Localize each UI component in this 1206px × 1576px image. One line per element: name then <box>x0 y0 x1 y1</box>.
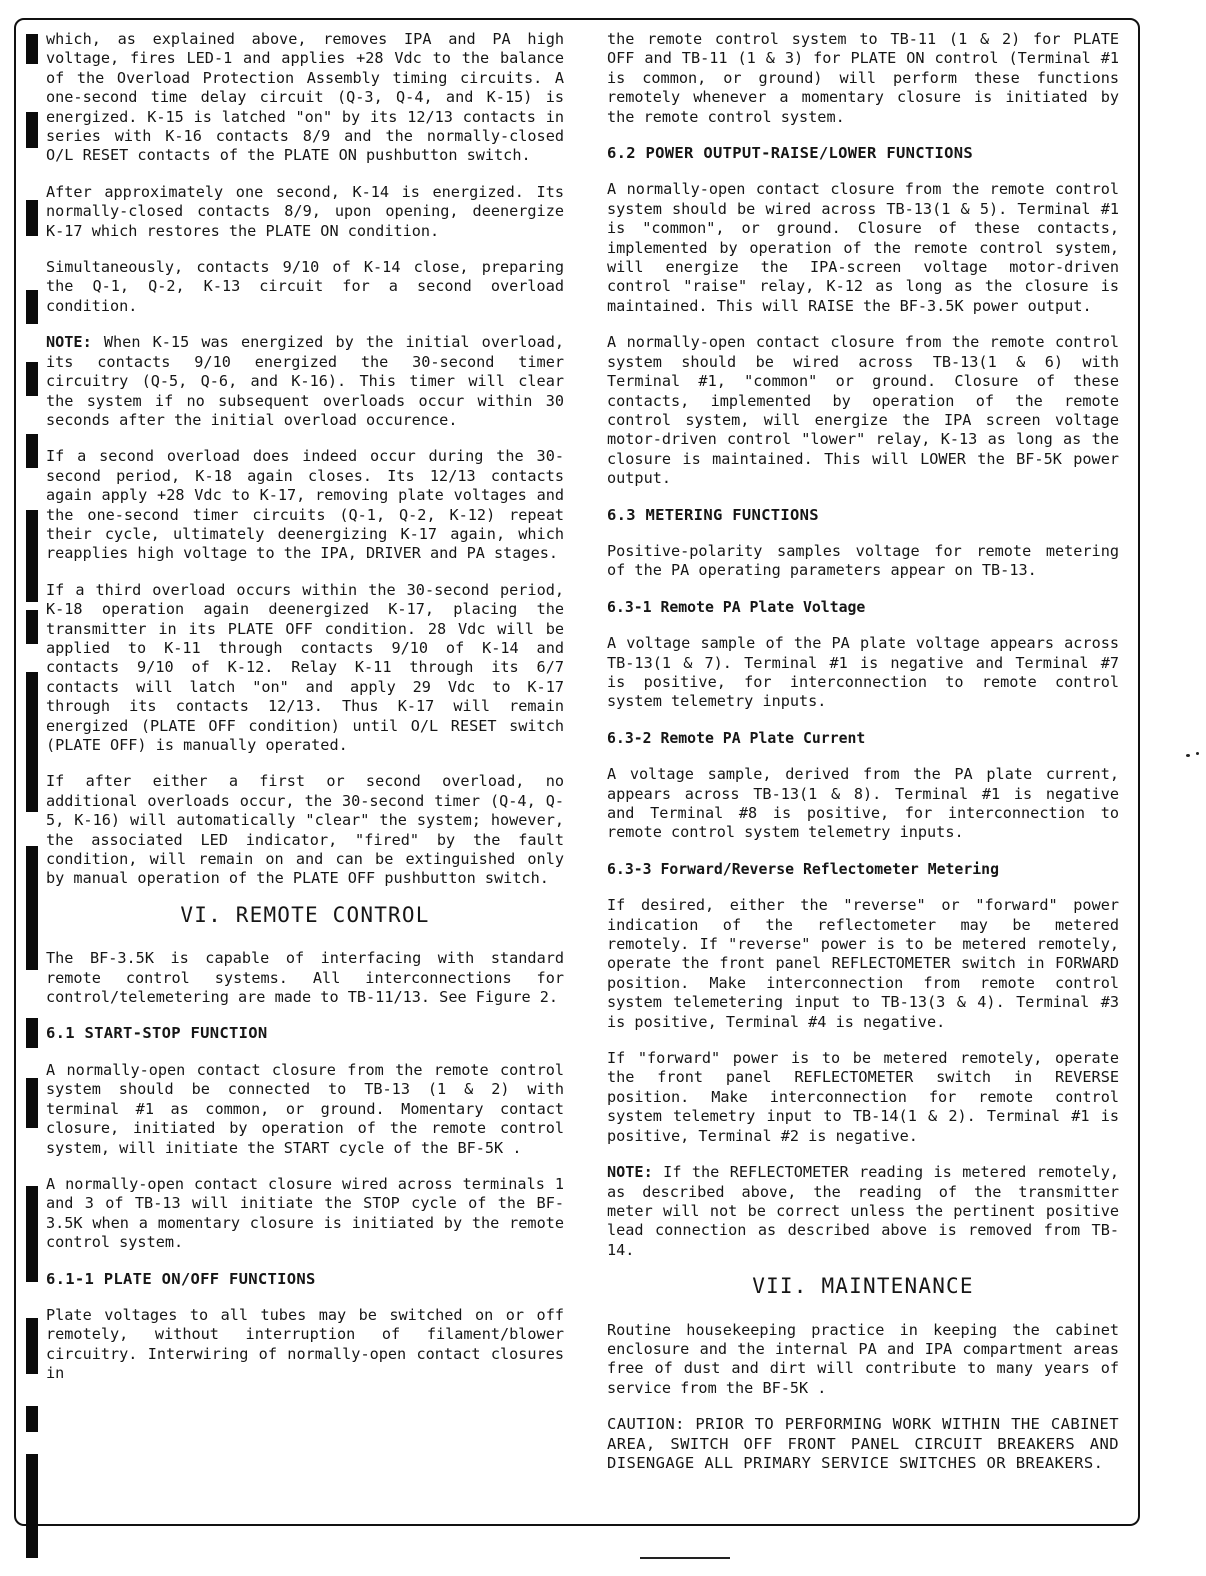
paragraph: If desired, either the "reverse" or "forward" power indication of the reflectometer may be metered remotely. If "reverse" power is to be metered remotely, operate the front panel REFLECTOMETER switch in FORWARD position. Make interconnection from remote control system telemetering input to TB-13(3 & 4). Terminal #3 is positive, Terminal #4 is negative. <box>607 896 1119 1031</box>
heading-plate-current: 6.3-2 Remote PA Plate Current <box>607 729 866 747</box>
note-paragraph <box>46 333 564 430</box>
paragraph: the remote control system to TB-11 (1 & 2) for PLATE OFF and TB-11 (1 & 3) for PLATE ON control (Terminal #1 is common, or ground) will perform these functions remotely whenever a momentary closure is initiated by the remote control system. <box>607 30 1119 126</box>
section-title-remote-control: VI. REMOTE CONTROL <box>180 902 430 927</box>
paragraph: A voltage sample, derived from the PA plate current, appears across TB-13(1 & 8). Terminal #1 is negative and Terminal #8 is positive, for interconnection to remote control system telemetry inputs. <box>607 765 1119 842</box>
note-paragraph <box>607 1163 1119 1260</box>
heading-plate-on-off: 6.1-1 PLATE ON/OFF FUNCTIONS <box>46 1269 316 1288</box>
paragraph: If "forward" power is to be metered remotely, operate the front panel REFLECTOMETER switch in REVERSE position. Make interconnection for remote control system telemetry input to TB-14(1 & 2). Terminal #1 is positive, Terminal #2 is negative. <box>607 1049 1119 1145</box>
revision-bar <box>26 846 38 970</box>
note-text: When K-15 was energized by the initial overload, its contacts 9/10 energized the 30-second timer circuitry (Q-5, Q-6, and K-16). This timer will clear the system if no subsequent overloads occur within 30 seconds after the initial overload occurence. <box>46 333 564 429</box>
right-column <box>607 30 1119 1490</box>
revision-bar <box>26 1018 38 1048</box>
heading-plate-voltage: 6.3-1 Remote PA Plate Voltage <box>607 598 866 616</box>
revision-bar <box>26 434 38 468</box>
revision-bar <box>26 200 38 236</box>
left-column <box>46 30 564 1401</box>
paragraph: Positive-polarity samples voltage for remote metering of the PA operating parameters appear on TB-13. <box>607 541 1119 580</box>
revision-bar <box>26 1406 38 1432</box>
caution-notice: CAUTION: PRIOR TO PERFORMING WORK WITHIN THE CABINET AREA, SWITCH OFF FRONT PANEL CIRCUIT BREAKERS AND DISENGAGE ALL PRIMARY SERVICE SWITCHES OR BREAKERS. <box>607 1415 1119 1472</box>
paragraph: The BF-3.5K is capable of interfacing with standard remote control systems. All interconnections for control/telemetering are made to TB-11/13. See Figure 2. <box>46 949 564 1007</box>
revision-bar <box>26 510 38 602</box>
paragraph: If a third overload occurs within the 30-second period, K-18 operation again deenergized K-17, placing the transmitter in its PLATE OFF condition. 28 Vdc will be applied to K-11 through contacts 9/10 of K-14 and contacts 9/10 of K-12. Relay K-11 through its 6/7 contacts will latch "on" and apply 29 Vdc to K-17 through its contacts 12/13. Thus K-17 will remain energized (PLATE OFF condition) until O/L RESET switch (PLATE OFF) is manually operated. <box>46 580 564 754</box>
paragraph: A normally-open contact closure from the remote control system should be connected to TB-13 (1 & 2) with terminal #1 as common, or ground. Momentary contact closure, initiated by operation of the remote control system, will initiate the START cycle of the BF-5K . <box>46 1060 564 1157</box>
paragraph: which, as explained above, removes IPA and PA high voltage, fires LED-1 and applies +28 Vdc to the balance of the Overload Protection Assembly timing circuits. A one-second time delay circuit (Q-3, Q-4, and K-15) is energized. K-15 is latched "on" by its 12/13 contacts in series with K-16 contacts 8/9 and the normally-closed O/L RESET contacts of the PLATE ON pushbutton switch. <box>46 30 564 165</box>
paragraph: Routine housekeeping practice in keeping the cabinet enclosure and the internal PA and IPA compartment areas free of dust and dirt will contribute to many years of service from the BF-5K . <box>607 1320 1119 1397</box>
heading-metering: 6.3 METERING FUNCTIONS <box>607 505 819 524</box>
heading-power-output: 6.2 POWER OUTPUT-RAISE/LOWER FUNCTIONS <box>607 144 974 163</box>
paragraph: A voltage sample of the PA plate voltage appears across TB-13(1 & 7). Terminal #1 is negative and Terminal #7 is positive, for interconnection to remote control system telemetry inputs. <box>607 634 1119 711</box>
heading-reflectometer: 6.3-3 Forward/Reverse Reflectometer Metering <box>607 860 999 878</box>
paragraph: Plate voltages to all tubes may be switched on or off remotely, without interruption of filament/blower circuitry. Interwiring of normally-open contact closures in <box>46 1305 564 1383</box>
scan-speck <box>1186 754 1190 757</box>
paragraph: A normally-open contact closure from the remote control system should be wired across TB-13(1 & 5). Terminal #1 is "common", or ground. Closure of these contacts, implemented by operation of the remote control system, will energize the IPA-screen voltage motor-driven control "raise" relay, K-12 as long as the closure is maintained. This will RAISE the BF-3.5K power output. <box>607 180 1119 315</box>
section-title-maintenance: VII. MAINTENANCE <box>752 1274 974 1299</box>
paragraph: Simultaneously, contacts 9/10 of K-14 close, preparing the Q-1, Q-2, K-13 circuit for a second overload condition. <box>46 258 564 315</box>
scan-line <box>640 1557 730 1559</box>
revision-bar <box>26 290 38 324</box>
note-label: NOTE: <box>46 333 92 352</box>
revision-bar <box>26 34 38 64</box>
paragraph: A normally-open contact closure from the remote control system should be wired across TB-13(1 & 6) with Terminal #1, "common" or ground. Closure of these contacts, implemented by operation of the remote control system, will energize the IPA screen voltage motor-driven control "lower" relay, K-13 as long as the closure is maintained. This will LOWER the BF-5K power output. <box>607 333 1119 488</box>
note-text: If the REFLECTOMETER reading is metered remotely, as described above, the reading of the transmitter meter will not be correct unless the pertinent positive lead connection as described above is removed from TB-14. <box>607 1163 1119 1259</box>
revision-bar <box>26 1318 38 1374</box>
revision-bar <box>26 1186 38 1282</box>
revision-bar <box>26 1454 38 1558</box>
heading-start-stop: 6.1 START-STOP FUNCTION <box>46 1024 268 1043</box>
note-label: NOTE: <box>607 1163 653 1182</box>
scan-speck <box>1196 752 1199 755</box>
revision-bar <box>26 1078 38 1128</box>
revision-bar <box>26 112 38 148</box>
paragraph: If after either a first or second overload, no additional overloads occur, the 30-second timer (Q-4, Q-5, K-16) will automatically "clear" the system; however, the associated LED indicator, "fired" by the fault condition, will remain on and can be extinguished only by manual operation of the PLATE OFF pushbutton switch. <box>46 772 564 888</box>
revision-bar <box>26 362 38 396</box>
revision-bar <box>26 610 38 644</box>
paragraph: After approximately one second, K-14 is energized. Its normally-closed contacts 8/9, upon opening, deenergize K-17 which restores the PLATE ON condition. <box>46 182 564 240</box>
paragraph: If a second overload does indeed occur during the 30-second period, K-18 again closes. Its 12/13 contacts again apply +28 Vdc to K-17, removing plate voltages and the one-second timer circuits (Q-1, Q-2, K-12) repeat their cycle, ultimately deenergizing K-17 again, which reapplies high voltage to the IPA, DRIVER and PA stages. <box>46 447 564 563</box>
paragraph: A normally-open contact closure wired across terminals 1 and 3 of TB-13 will initiate the STOP cycle of the BF-3.5K when a momentary closure is initiated by the remote control system. <box>46 1174 564 1252</box>
revision-bar <box>26 672 38 812</box>
